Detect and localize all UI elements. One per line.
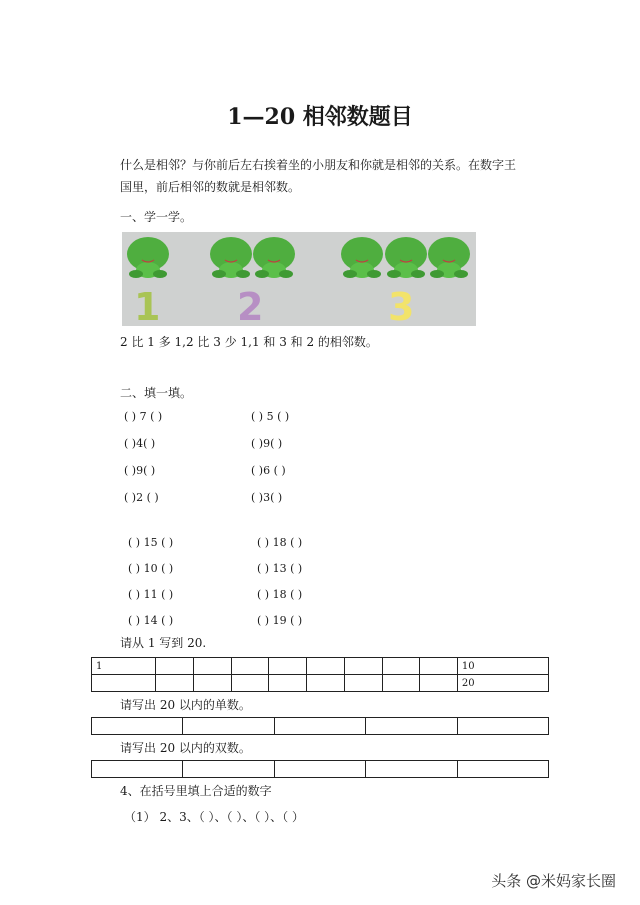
answer-cell[interactable] xyxy=(457,718,548,735)
answer-cell[interactable] xyxy=(183,761,274,778)
grid-cell[interactable]: 1 xyxy=(92,658,156,675)
frog-icon xyxy=(428,237,470,278)
even-numbers-prompt: 请写出 20 以内的双数。 xyxy=(120,741,251,755)
section-fill-heading: 二、填一填。 xyxy=(120,386,193,400)
grid-cell[interactable]: 10 xyxy=(457,658,548,675)
frog-icon xyxy=(341,237,383,278)
answer-cell[interactable] xyxy=(183,718,274,735)
frog-icon xyxy=(385,237,427,278)
grid-cell[interactable] xyxy=(269,675,307,692)
answer-cell[interactable] xyxy=(92,761,183,778)
grid-cell[interactable] xyxy=(382,658,420,675)
odd-numbers-answer-row[interactable] xyxy=(91,717,549,735)
number-2-label: 2 xyxy=(237,285,264,326)
fill-row-a-item: ( )9( ) xyxy=(124,464,156,477)
answer-cell[interactable] xyxy=(366,761,457,778)
frog-group xyxy=(127,237,470,278)
grid-cell[interactable] xyxy=(156,658,194,675)
page-title: 1—20 相邻数题目 xyxy=(227,104,413,130)
answer-cell[interactable] xyxy=(274,761,365,778)
explanation-text: 2 比 1 多 1,2 比 3 少 1,1 和 3 和 2 的相邻数。 xyxy=(120,335,378,349)
grid-cell[interactable]: 20 xyxy=(457,675,548,692)
number-3-label: 3 xyxy=(388,285,415,326)
grid-cell[interactable] xyxy=(307,675,345,692)
grid-cell[interactable] xyxy=(92,675,156,692)
frog-icon xyxy=(210,237,252,278)
answer-cell[interactable] xyxy=(366,718,457,735)
grid-cell[interactable] xyxy=(194,675,232,692)
even-numbers-answer-row[interactable] xyxy=(91,760,549,778)
fill-row-a-item: ( )2 ( ) xyxy=(124,491,159,504)
frog-illustration xyxy=(122,232,476,326)
question-4-heading: 4、在括号里填上合适的数字 xyxy=(120,784,272,798)
answer-cell[interactable] xyxy=(457,761,548,778)
question-4-item-1: （1） 2、3、（ ）、（ ）、（ ）、（ ） xyxy=(124,810,304,824)
fill-row-b-item: ( ) 13 ( ) xyxy=(257,562,303,575)
watermark-text: 头条 @米妈家长圈 xyxy=(491,872,616,890)
grid-cell[interactable] xyxy=(420,658,458,675)
fill-row-a-item: ( ) 7 ( ) xyxy=(124,410,163,423)
intro-paragraph: 什么是相邻？与你前后左右挨着坐的小朋友和你就是相邻的关系。在数字王国里，前后相邻的数就是相邻数。 xyxy=(120,158,517,194)
answer-cell[interactable] xyxy=(92,718,183,735)
frog-icon xyxy=(127,237,169,278)
number-1-label: 1 xyxy=(134,285,161,326)
fill-row-a-item: ( )3( ) xyxy=(251,491,283,504)
grid-cell[interactable] xyxy=(231,658,269,675)
fill-row-a-item: ( )4( ) xyxy=(124,437,156,450)
fill-row-b-item: ( ) 10 ( ) xyxy=(128,562,174,575)
frogs-image xyxy=(122,232,476,326)
grid-cell[interactable] xyxy=(420,675,458,692)
grid-cell[interactable] xyxy=(194,658,232,675)
fill-row-b-item: ( ) 19 ( ) xyxy=(257,614,303,627)
odd-numbers-prompt: 请写出 20 以内的单数。 xyxy=(120,698,251,712)
write-1-to-20-prompt: 请从 1 写到 20. xyxy=(120,636,207,650)
grid-cell[interactable] xyxy=(156,675,194,692)
fill-row-a-item: ( )9( ) xyxy=(251,437,283,450)
fill-row-b-item: ( ) 11 ( ) xyxy=(128,588,174,601)
fill-row-b-item: ( ) 18 ( ) xyxy=(257,536,303,549)
fill-row-b-item: ( ) 14 ( ) xyxy=(128,614,174,627)
answer-cell[interactable] xyxy=(274,718,365,735)
fill-row-a-item: ( ) 5 ( ) xyxy=(251,410,290,423)
fill-row-b-item: ( ) 15 ( ) xyxy=(128,536,174,549)
number-grid-1-20[interactable] xyxy=(91,657,549,692)
fill-row-b-item: ( ) 18 ( ) xyxy=(257,588,303,601)
grid-cell[interactable] xyxy=(231,675,269,692)
section-learn-heading: 一、学一学。 xyxy=(120,210,193,224)
grid-cell[interactable] xyxy=(344,675,382,692)
frog-icon xyxy=(253,237,295,278)
grid-cell[interactable] xyxy=(344,658,382,675)
grid-cell[interactable] xyxy=(307,658,345,675)
grid-cell[interactable] xyxy=(382,675,420,692)
grid-cell[interactable] xyxy=(269,658,307,675)
fill-row-a-item: ( )6 ( ) xyxy=(251,464,286,477)
